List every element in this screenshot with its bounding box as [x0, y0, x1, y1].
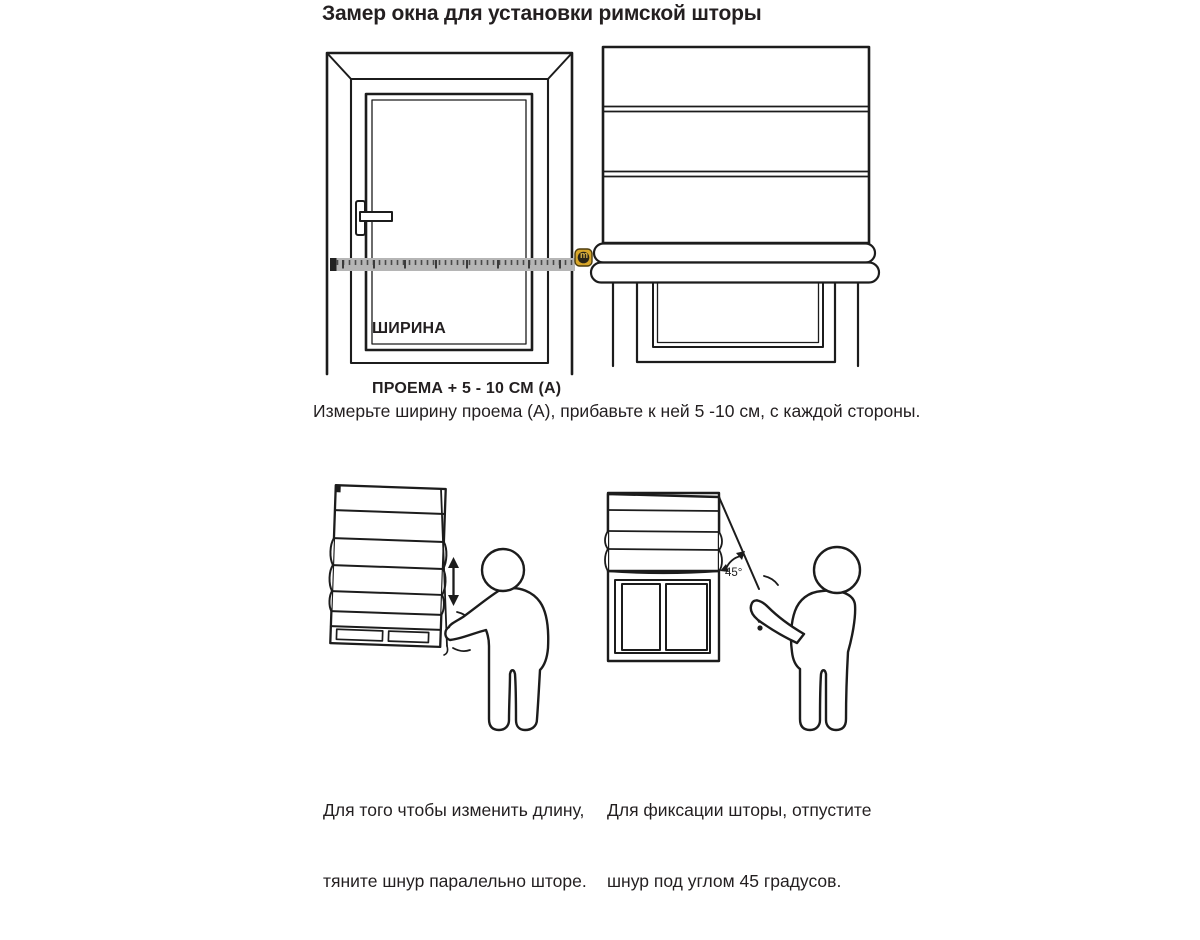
page-title: Замер окна для установки римской шторы — [322, 2, 762, 25]
pull-parallel-drawing — [327, 485, 548, 730]
up-down-arrow-icon — [448, 557, 459, 606]
length-step-caption-line2: тяните шнур паралельно шторе. — [323, 870, 587, 891]
roman-blind-drawing — [591, 47, 879, 366]
person-figure — [445, 549, 548, 730]
pull-angle-drawing — [605, 493, 860, 730]
fix-step-caption-line2: шнур под углом 45 градусов. — [607, 870, 842, 891]
window-handle — [356, 201, 392, 235]
angle-45-label: 45° — [725, 567, 743, 579]
width-label-line1: ШИРИНА — [372, 320, 447, 337]
fix-step-caption — [607, 752, 871, 940]
tape-measure-icon-letter: m — [579, 250, 588, 260]
measuring-tape — [330, 258, 575, 271]
width-label-line2: ПРОЕМА + 5 - 10 СМ (А) — [372, 380, 562, 397]
fix-step-caption-line1: Для фиксации шторы, отпустите — [607, 800, 872, 820]
person-figure-2 — [751, 547, 860, 730]
tilted-blind — [327, 485, 448, 647]
raised-blind — [605, 494, 722, 573]
length-step-caption-line1: Для того чтобы изменить длину, — [323, 800, 585, 820]
measure-caption: Измерьте ширину проема (А), прибавьте к ней 5 -10 см, с каждой стороны. — [313, 401, 921, 421]
length-step-caption — [323, 752, 587, 940]
